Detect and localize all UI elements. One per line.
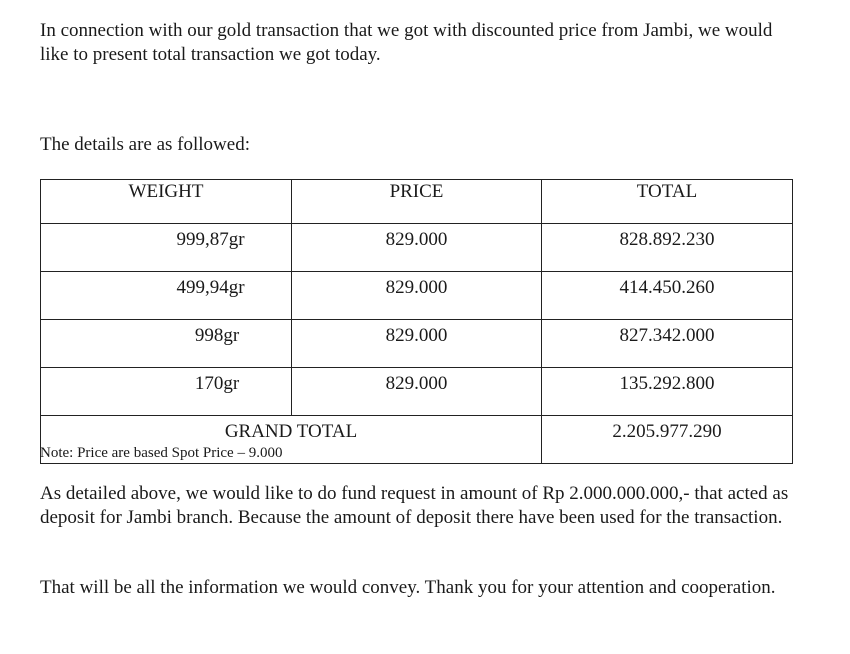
table-row [41, 320, 793, 368]
price-cell: 829.000 [292, 368, 542, 416]
intro-paragraph: In connection with our gold transaction that we got with discounted price from Jambi, we would like to present total transaction we got today. [40, 20, 773, 65]
weight-cell: 499,94gr [41, 272, 292, 320]
table-header-row [41, 180, 793, 224]
total-cell: 828.892.230 [542, 224, 793, 272]
grand-total-value: 2.205.977.290 [542, 416, 793, 464]
price-cell: 829.000 [292, 224, 542, 272]
price-note: Note: Price are based Spot Price – 9.000 [40, 445, 283, 461]
weight-column-header: WEIGHT [41, 180, 292, 224]
price-cell: 829.000 [292, 272, 542, 320]
table-row [41, 368, 793, 416]
total-cell: 827.342.000 [542, 320, 793, 368]
transaction-table [40, 179, 793, 464]
price-column-header: PRICE [292, 180, 542, 224]
closing-paragraph: That will be all the information we would convey. Thank you for your attention and cooperation. [40, 577, 776, 598]
total-column-header: TOTAL [542, 180, 793, 224]
table-row [41, 224, 793, 272]
weight-cell: 999,87gr [41, 224, 292, 272]
grand-total-label: GRAND TOTAL [41, 416, 542, 464]
price-cell: 829.000 [292, 320, 542, 368]
table-row [41, 272, 793, 320]
total-cell: 135.292.800 [542, 368, 793, 416]
weight-cell: 170gr [41, 368, 292, 416]
details-heading: The details are as followed: [40, 134, 250, 155]
fund-request-paragraph: As detailed above, we would like to do fund request in amount of Rp 2.000.000.000,- that acted as deposit for Jambi branch. Because the amount of deposit there have been used for the transaction. [40, 483, 789, 528]
weight-cell: 998gr [41, 320, 292, 368]
total-cell: 414.450.260 [542, 272, 793, 320]
